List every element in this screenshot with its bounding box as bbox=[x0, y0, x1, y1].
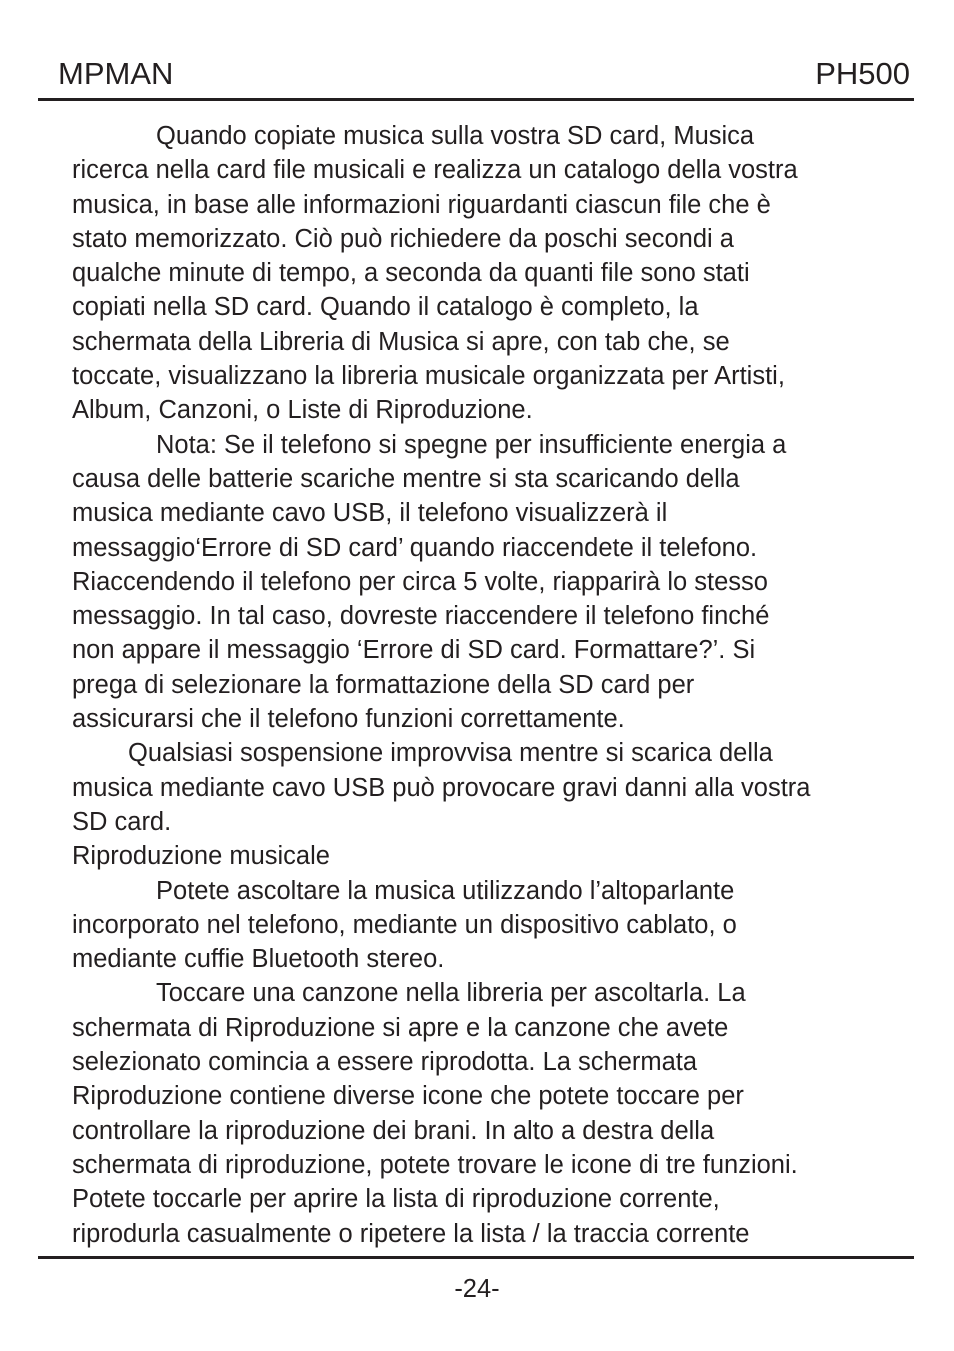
text-line: messaggio‘Errore di SD card’ quando riaccendete il telefono. bbox=[72, 533, 758, 562]
text-line: schermata della Libreria di Musica si apre, con tab che, se bbox=[72, 327, 730, 356]
text-line: Qualsiasi sospensione improvvisa mentre si scarica della bbox=[128, 739, 773, 768]
text-line: schermata di Riproduzione si apre e la canzone che avete bbox=[72, 1013, 729, 1042]
text-line: schermata di riproduzione, potete trovare le icone di tre funzioni. bbox=[72, 1150, 798, 1179]
text-line: Riaccendendo il telefono per circa 5 volte, riapparirà lo stesso bbox=[72, 567, 768, 596]
text-line: incorporato nel telefono, mediante un dispositivo cablato, o bbox=[72, 910, 737, 939]
text-line: Potete toccarle per aprire la lista di riproduzione corrente, bbox=[72, 1185, 720, 1214]
body-text bbox=[72, 119, 912, 1251]
text-line: musica mediante cavo USB, il telefono visualizzerà il bbox=[72, 499, 668, 528]
brand-name: MPMAN bbox=[58, 56, 174, 91]
text-line: qualche minute di tempo, a seconda da quanti file sono stati bbox=[72, 259, 750, 288]
page-number: -24- bbox=[454, 1275, 500, 1303]
footer-divider bbox=[38, 1256, 914, 1259]
text-line: non appare il messaggio ‘Errore di SD card. Formattare?’. Si bbox=[72, 636, 756, 665]
text-line: stato memorizzato. Ciò può richiedere da poschi secondi a bbox=[72, 224, 734, 253]
text-line: mediante cuffie Bluetooth stereo. bbox=[72, 945, 445, 974]
text-line: copiati nella SD card. Quando il catalogo è completo, la bbox=[72, 293, 699, 322]
text-line: Toccare una canzone nella libreria per ascoltarla. La bbox=[156, 979, 746, 1008]
text-line: selezionato comincia a essere riprodotta. La schermata bbox=[72, 1048, 698, 1077]
text-line: ricerca nella card file musicali e realizza un catalogo della vostra bbox=[72, 156, 798, 185]
text-line: causa delle batterie scariche mentre si sta scaricando della bbox=[72, 464, 740, 493]
text-line: Nota: Se il telefono si spegne per insufficiente energia a bbox=[156, 430, 787, 459]
text-line: messaggio. In tal caso, dovreste riaccendere il telefono finché bbox=[72, 602, 770, 631]
text-line: musica, in base alle informazioni riguardanti ciascun file che è bbox=[72, 190, 771, 219]
text-line: musica mediante cavo USB può provocare gravi danni alla vostra bbox=[72, 773, 811, 802]
text-line: prega di selezionare la formattazione della SD card per bbox=[72, 670, 695, 699]
text-line: Quando copiate musica sulla vostra SD card, Musica bbox=[156, 122, 755, 150]
text-line: assicurarsi che il telefono funzioni correttamente. bbox=[72, 705, 625, 734]
text-line: Riproduzione contiene diverse icone che potete toccare per bbox=[72, 1082, 744, 1111]
text-line: riprodurla casualmente o ripetere la lista / la traccia corrente bbox=[72, 1219, 750, 1248]
page-header bbox=[38, 52, 914, 98]
text-line: SD card. bbox=[72, 807, 172, 836]
text-line: Potete ascoltare la musica utilizzando l’altoparlante bbox=[156, 876, 735, 905]
header-divider bbox=[38, 98, 914, 101]
text-line: toccate, visualizzano la libreria musicale organizzata per Artisti, bbox=[72, 362, 785, 391]
text-line: controllare la riproduzione dei brani. In alto a destra della bbox=[72, 1116, 715, 1145]
text-line: Album, Canzoni, o Liste di Riproduzione. bbox=[72, 396, 533, 425]
section-heading: Riproduzione musicale bbox=[72, 842, 330, 871]
model-name: PH500 bbox=[815, 56, 910, 91]
